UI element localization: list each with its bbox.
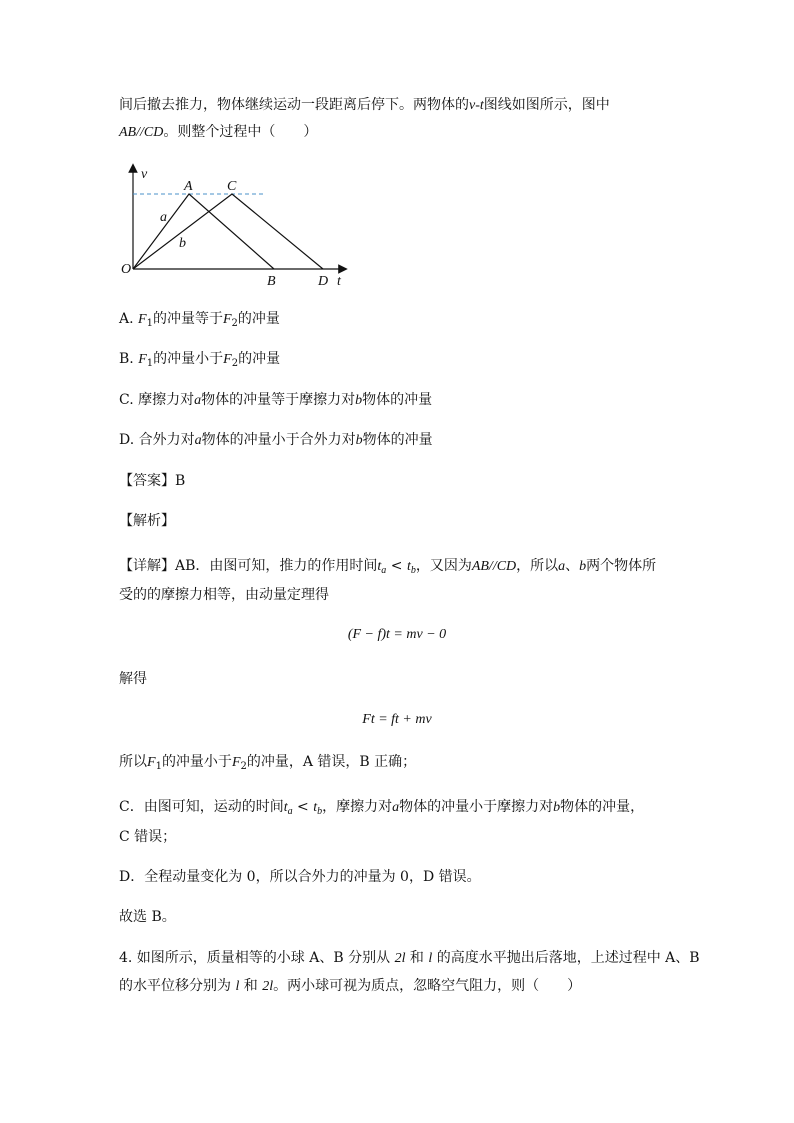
option-d: D. 合外力对a物体的冲量小于合外力对b物体的冲量 — [119, 432, 433, 448]
intro-line-1: 间后撤去推力，物体继续运动一段距离后停下。两物体的v-t图线如图所示，图中 — [119, 97, 610, 113]
label-B: B — [267, 274, 276, 289]
answer-line — [119, 471, 185, 491]
detail-line-2: 受的的摩擦力相等，由动量定理得 — [119, 587, 329, 603]
label-v: v — [141, 167, 148, 182]
option-b: B. $F_1$的冲量小于$F_2$的冲量 — [119, 351, 281, 369]
label-D: D — [318, 274, 329, 289]
detail-line-3: 所以$F_1$的冲量小于$F_2$的冲量，A 错误，B 正确； — [119, 754, 417, 772]
label-O: O — [121, 262, 132, 277]
q4-line-1: 4. 如图所示，质量相等的小球 A、B 分别从 2l 和 l 的高度水平抛出后落地，上述过程中 A、B — [119, 950, 700, 966]
solve-label: 解得 — [119, 671, 147, 687]
label-C: C — [227, 179, 237, 194]
detail-c-line-1: C．由图可知，运动的时间$t_a < t_b$，摩擦力对a物体的冲量小于摩擦力对b物体的冲量， — [119, 799, 645, 817]
answer-label: 【答案】 — [119, 473, 175, 489]
option-c: C. 摩擦力对a物体的冲量等于摩擦力对b物体的冲量 — [119, 392, 433, 408]
label-b: b — [179, 236, 186, 251]
analysis-label: 【解析】 — [119, 513, 175, 529]
label-t: t — [337, 274, 341, 289]
option-a: A. $F_1$的冲量等于$F_2$的冲量 — [119, 311, 280, 329]
intro-line-2: AB//CD。则整个过程中（ ） — [119, 124, 318, 140]
detail-d-line: D．全程动量变化为 0，所以合外力的冲量为 0，D 错误。 — [119, 869, 481, 885]
label-A: A — [184, 179, 193, 194]
answer-value: B — [175, 473, 186, 489]
detail-c-line-2: C 错误； — [119, 829, 177, 845]
equation-result: Ft = ft + mv — [362, 712, 432, 727]
vt-label: v-t — [469, 98, 484, 113]
parallel-notation: AB//CD — [119, 125, 164, 140]
choose-line: 故选 B。 — [119, 909, 176, 925]
equation-momentum: (F − f)t = mv − 0 — [347, 627, 447, 642]
vt-graph — [115, 160, 355, 290]
line-a — [133, 194, 274, 269]
detail-line-1: 【详解】AB．由图可知，推力的作用时间$t_a < t_b$，又因为AB//CD，所以a、b两个物体所 — [119, 558, 657, 576]
label-a: a — [160, 210, 167, 225]
q4-line-2: 的水平位移分别为 l 和 2l。两小球可视为质点，忽略空气阻力，则（ ） — [119, 978, 582, 994]
